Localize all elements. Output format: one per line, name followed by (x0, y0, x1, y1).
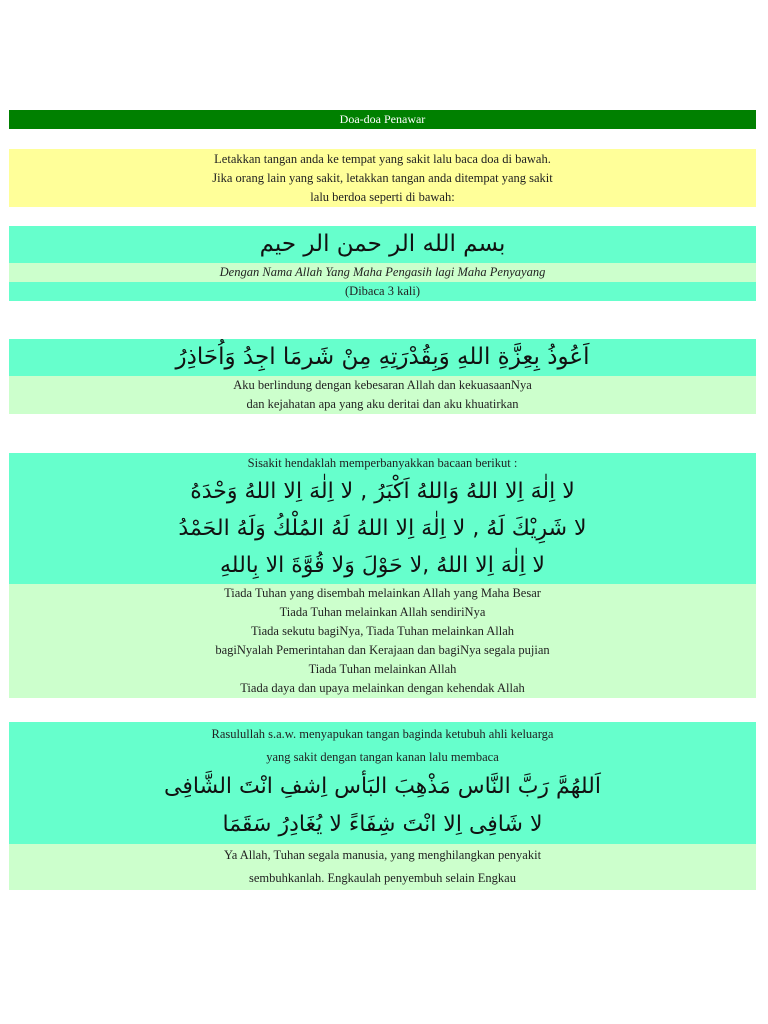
translation-line: Ya Allah, Tuhan segala manusia, yang menghilangkan penyakit (223, 848, 542, 862)
translation-line: Tiada Tuhan yang disembah melainkan Allah yang Maha Besar (224, 586, 541, 600)
basmala-text: بسم الله الر حمن الر حيم (259, 231, 506, 257)
basmala-translation: Dengan Nama Allah Yang Maha Pengasih lagi Maha Penyayang (219, 265, 546, 279)
translation-line: sembuhkanlah. Engkaulah penyembuh selain Engkau (249, 871, 516, 885)
page-title: Doa-doa Penawar (339, 112, 426, 126)
page-title-bar (9, 110, 756, 129)
recite-count-note: (Dibaca 3 kali) (345, 284, 420, 298)
prayer-arabic-text: اَعُوذُ بِعِزَّةِ اللهِ وَبِقُدْرَتِهِ مِنْ شَرمَا اجِدُ وَاُحَاذِرُ (175, 344, 590, 370)
section2-arabic (9, 339, 756, 376)
section3-instruction: Sisakit hendaklah memperbanyakkan bacaan berikut : (247, 456, 518, 470)
translation-line: Aku berlindung dengan kebesaran Allah dan kekuasaanNya (233, 378, 532, 392)
translation-line: Tiada Tuhan melainkan Allah (308, 662, 457, 676)
section1-arabic (9, 226, 756, 263)
section1-note (9, 282, 756, 301)
arabic-line: لا شَافِى اِلا انْتَ شِفَاءً لا يُغَادِرُ سَقَمَا (222, 812, 543, 837)
intro-line: Letakkan tangan anda ke tempat yang sakit lalu baca doa di bawah. (214, 152, 551, 166)
section3-arabic-block (9, 453, 756, 584)
arabic-line: اَللهُمَّ رَبَّ النَّاس مَذْهِبَ البَأس اِشفِ انْتَ الشَّافِى (164, 774, 601, 799)
section4-translation (9, 844, 756, 890)
arabic-line: لا اِلٰهَ اِلا اللهُ ,لا حَوْلَ وَلا قُوَّةَ الا بِاللهِ (220, 553, 545, 578)
intro-line: lalu berdoa seperti di bawah: (310, 190, 455, 204)
translation-line: Tiada sekutu bagiNya, Tiada Tuhan melainkan Allah (250, 624, 515, 638)
section4-instruction: yang sakit dengan tangan kanan lalu membaca (266, 750, 499, 764)
translation-line: bagiNyalah Pemerintahan dan Kerajaan dan bagiNya segala pujian (215, 643, 550, 657)
translation-line: Tiada daya dan upaya melainkan dengan kehendak Allah (240, 681, 525, 695)
arabic-line: لا اِلٰهَ اِلا اللهُ وَاللهُ اَكْبَرُ , لا اِلٰهَ اِلا اللهُ وَحْدَهُ (190, 479, 575, 504)
intro-box (9, 149, 756, 207)
arabic-line: لا شَرِيْكَ لَهُ , لا اِلٰهَ اِلا اللهُ لَهُ المُلْكُ وَلَهُ الحَمْدُ (178, 516, 587, 541)
section4-instruction: Rasulullah s.a.w. menyapukan tangan baginda ketubuh ahli keluarga (211, 727, 554, 741)
section4-arabic-block (9, 722, 756, 844)
translation-line: Tiada Tuhan melainkan Allah sendiriNya (279, 605, 486, 619)
intro-line: Jika orang lain yang sakit, letakkan tangan anda ditempat yang sakit (212, 171, 553, 185)
section3-translation (9, 584, 756, 698)
translation-line: dan kejahatan apa yang aku deritai dan aku khuatirkan (246, 397, 519, 411)
section1-translation (9, 263, 756, 282)
section2-translation (9, 376, 756, 414)
